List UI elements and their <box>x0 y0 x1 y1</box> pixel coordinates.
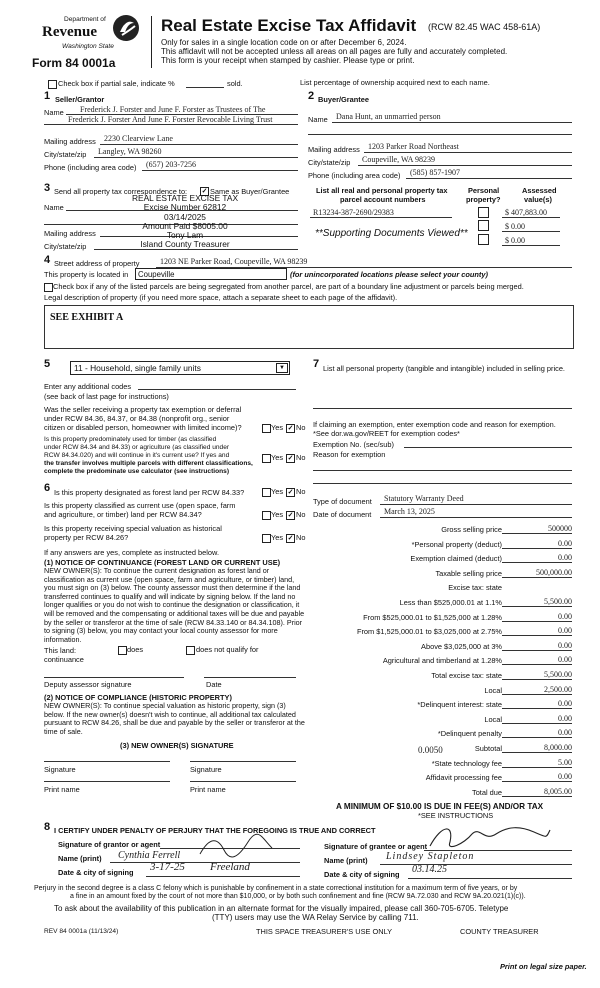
exemption-instructions: If claiming an exemption, enter exemption code and reason for exemption. *See dor.wa.gov/REET for exemption codes* <box>313 420 556 438</box>
historic-q-line2: property per RCW 84.26? <box>44 533 129 542</box>
legal-size-note: Print on legal size paper. <box>500 962 587 971</box>
grantee-name[interactable]: Lindsey Stapleton <box>386 851 475 862</box>
personal-header: Personal <box>468 186 500 195</box>
deputy-sig-line <box>44 677 184 678</box>
calc-leader <box>502 737 572 738</box>
location-value: Coupeville <box>138 270 175 279</box>
additional-codes-line <box>138 389 296 390</box>
see-instructions-note: *SEE INSTRUCTIONS <box>418 811 494 820</box>
current-use-yes-checkbox[interactable] <box>262 511 271 520</box>
calc-label: Taxable selling price <box>435 568 502 578</box>
calc-label: *Delinquent interest: state <box>417 700 502 710</box>
historic-q-line1: Is this property receiving special valuation as historical <box>44 524 222 533</box>
calc-label: Local <box>484 685 502 695</box>
buyer-name[interactable]: Dana Hunt, an unmarried person <box>336 112 441 121</box>
land-use-select[interactable] <box>70 361 290 375</box>
buyer-mailing-label: Mailing address <box>308 145 360 154</box>
legal-description-text: SEE EXHIBIT A <box>50 312 124 323</box>
section-1-number: 1 <box>44 90 51 102</box>
exemption-no-checkbox[interactable]: ✓ <box>287 425 294 432</box>
does-label: does <box>127 645 144 654</box>
forest-no-text: No <box>296 487 306 496</box>
seller-name-2[interactable]: Frederick J. Forster And June F. Forster Revocable Living Trust <box>68 115 273 124</box>
deputy-sig-label: Deputy assessor signature <box>44 680 132 689</box>
personal-property-checkbox-2[interactable] <box>478 220 489 231</box>
grantor-signature-mark <box>196 832 276 860</box>
doc-date-line <box>380 517 572 518</box>
section-6-number: 6 <box>44 482 51 494</box>
doc-type-value[interactable]: Statutory Warranty Deed <box>384 494 464 503</box>
calc-leader <box>502 723 572 724</box>
section-4-number: 4 <box>44 254 51 266</box>
sold-label: sold. <box>227 79 243 88</box>
current-use-no-text: No <box>296 510 306 519</box>
deputy-date-label: Date <box>206 680 222 689</box>
assessed-value-3[interactable]: $ 0.00 <box>505 236 525 245</box>
exemption-reason-line-2 <box>313 483 572 484</box>
current-use-q-line1: Is this property classified as current use (open space, farm <box>44 501 236 510</box>
calc-value[interactable]: 8,000.00 <box>544 743 572 752</box>
doc-date-label: Date of document <box>313 510 372 519</box>
header-divider <box>151 16 152 68</box>
calc-label: Affidavit processing fee <box>425 773 502 783</box>
seller-mailing-line <box>100 144 298 145</box>
calc-value[interactable]: 0.00 <box>558 626 572 636</box>
buyer-name-label: Name <box>308 115 328 124</box>
stamp-line-5: Tony Lam <box>166 230 204 241</box>
deputy-date-line <box>204 677 296 678</box>
buyer-name-line-2 <box>308 134 572 135</box>
personal-property-label: List all personal property (tangible and intangible) included in selling price. <box>323 364 565 373</box>
exemption-q-line2: under RCW 84.36, 84.37, or 84.38 (nonprofit org., senior <box>44 414 230 423</box>
legal-desc-label: Legal description of property (if you need more space, attach a separate sheet to each page of the affidavit). <box>44 293 398 302</box>
tax-corr-mailing-label: Mailing address <box>44 229 96 238</box>
calc-value[interactable]: 0.00 <box>558 640 572 650</box>
calc-value[interactable]: 0.00 <box>558 553 572 563</box>
excise-stamp <box>110 194 260 250</box>
revision-label: REV 84 0001a (11/13/24) <box>44 928 119 935</box>
grantee-date[interactable]: 03.14.25 <box>412 864 447 875</box>
additional-codes-note: (see back of last page for instructions) <box>44 392 169 401</box>
owner-sig-line-1 <box>44 761 170 762</box>
buyer-mailing-line <box>364 152 572 153</box>
notice-1-body: NEW OWNER(S): To continue the current designation as forest land or classification as current use (open space, farm and agriculture, or timber) land, you must sign on (3) below. The county assessor must then determine if the land transferred continues to qualify and will indicate by signing below. If the land no longer qualifies or you do not wish to continue the designation or classification, it will be removed and the compensating or additional taxes will be due and payable by the seller or transferor at the time of sale (RCW 84.33.140 or 84.34.108). Prior to signing (3) below, you may contact your local county assessor for more information. <box>44 566 305 644</box>
seller-name-1[interactable]: Frederick J. Forster and June F. Forster as Trustees of The <box>80 105 266 114</box>
grantee-signature-mark <box>424 820 554 854</box>
seller-city-line <box>94 157 298 158</box>
tax-corr-city-label: City/state/zip <box>44 242 87 251</box>
partial-sale-label: Check box if partial sale, indicate % <box>58 79 175 88</box>
calc-value[interactable]: 0.00 <box>558 538 572 548</box>
forest-no-checkbox[interactable]: ✓ <box>287 489 294 496</box>
form-rcw: (RCW 82.45 WAC 458-61A) <box>428 22 541 32</box>
local-rate-value[interactable]: 0.0050 <box>418 745 443 755</box>
timber-q-line4: the transfer involves multiple parcels with different classifications, <box>44 460 253 467</box>
located-label: This property is located in <box>44 270 129 279</box>
partial-sale-checkbox[interactable] <box>48 80 57 89</box>
seller-mailing[interactable]: 2230 Clearview Lane <box>104 134 173 143</box>
calc-leader <box>502 548 572 549</box>
grantee-name-label: Name (print) <box>324 856 368 865</box>
perjury-line-2: a fine in an amount fixed by the court of not more than $10,000, or by both such confinement and fine (RCW 9A.72.030 and RCW 9A.20.021(1)(c)). <box>70 893 526 900</box>
seller-phone-line <box>142 170 298 171</box>
seller-name-line <box>66 114 298 115</box>
dept-label: Department of <box>64 16 106 23</box>
revenue-label: Revenue <box>42 24 97 40</box>
buyer-heading: Buyer/Grantee <box>318 95 369 104</box>
street-label: Street address of property <box>54 259 140 268</box>
county-treasurer-label: COUNTY TREASURER <box>460 927 539 936</box>
grantor-name-line <box>110 862 300 863</box>
exemption-no-label: Exemption No. (sec/sub) <box>313 440 394 449</box>
does-not-qualify-checkbox[interactable] <box>186 646 195 655</box>
calc-leader <box>502 650 572 651</box>
buyer-city[interactable]: Coupeville, WA 98239 <box>362 155 435 164</box>
timber-yes-label: Yes <box>271 453 284 462</box>
values-header: value(s) <box>524 195 552 204</box>
buyer-phone-line <box>406 178 572 179</box>
timber-q-line5: complete the predominate use calculator (see instructions) <box>44 468 230 475</box>
stamp-line-4: Amount Paid $8005.00 <box>142 220 228 231</box>
certify-statement: I CERTIFY UNDER PENALTY OF PERJURY THAT THE FOREGOING IS TRUE AND CORRECT <box>54 826 376 835</box>
buyer-city-label: City/state/zip <box>308 158 351 167</box>
alt-format-line-2: (TTY) users may use the WA Relay Service by calling 711. <box>212 913 419 922</box>
buyer-name-line <box>332 122 572 123</box>
stamp-line-3: 03/14/2025 <box>164 211 206 222</box>
form-number: Form 84 0001a <box>32 56 116 70</box>
seller-city-label: City/state/zip <box>44 150 87 159</box>
calc-leader <box>502 708 572 709</box>
notice-2-title: (2) NOTICE OF COMPLIANCE (HISTORIC PROPERTY) <box>44 693 232 702</box>
section-7-number: 7 <box>313 358 320 370</box>
owner-sig-label-1: Signature <box>44 765 76 774</box>
header-line-1: Only for sales in a single location code on or after December 6, 2024. <box>161 38 407 47</box>
grantee-name-line <box>380 864 572 865</box>
calc-leader <box>502 664 572 665</box>
does-qualify-checkbox[interactable] <box>118 646 127 655</box>
exemption-no-line <box>404 447 572 448</box>
alt-format-line-1: To ask about the availability of this publication in an alternate format for the visually impaired, please call 360-705-6705. Teletype <box>54 904 509 913</box>
current-use-yes-text: Yes <box>271 510 284 519</box>
header-line-2: This affidavit will not be accepted unless all areas on all pages are fully and accurately completed. <box>161 47 508 56</box>
forest-yes-checkbox[interactable] <box>262 488 271 497</box>
grantor-name-label: Name (print) <box>58 854 102 863</box>
calc-leader <box>502 694 572 695</box>
calc-label: Agricultural and timberland at 1.28% <box>382 656 502 666</box>
parcels-header-1: List all real and personal property tax <box>316 186 448 195</box>
calc-value[interactable]: 5.00 <box>558 757 572 767</box>
this-land-label: This land: <box>44 646 77 655</box>
tax-corr-label: Send all property tax correspondence to: <box>54 187 188 196</box>
notice-2-body: NEW OWNER(S): To continue special valuation as historic property, sign (3) below. If the new owner(s) doesn't wish to continue, all additional tax calculated pursuant to RCW 84.26, shall be due and payable by the seller or transferor at the time of sale. <box>44 701 305 736</box>
owner-print-line-1 <box>44 781 170 782</box>
timber-yes-checkbox[interactable] <box>262 454 271 463</box>
calc-label: From $525,000.01 to $1,525,000 at 1.28% <box>363 612 502 622</box>
timber-q-line2: under RCW 84.34 and 84.33) or agriculture (as classified under <box>44 444 230 451</box>
exemption-no-label: No <box>296 423 306 432</box>
section-8-number: 8 <box>44 821 51 833</box>
timber-q-line1: Is this property predominately used for timber (as classified <box>44 436 217 443</box>
doc-type-label: Type of document <box>313 497 372 506</box>
continuance-label: continuance <box>44 655 84 664</box>
calc-label: Total excise tax: state <box>431 671 502 680</box>
calc-leader <box>502 606 572 607</box>
stamp-line-2: Excise Number 62812 <box>143 202 227 213</box>
segregated-checkbox[interactable] <box>44 283 53 292</box>
notice-3-title: (3) NEW OWNER(S) SIGNATURE <box>120 741 234 750</box>
timber-q-line3: RCW 84.34.020) and will continue in it's current use? If yes and <box>44 452 230 459</box>
calc-leader <box>502 796 572 797</box>
calc-value[interactable]: 0.00 <box>558 611 572 621</box>
assessed-header: Assessed <box>522 186 557 195</box>
current-use-q-line2: and agriculture, or timber) land per RCW 84.34? <box>44 510 202 519</box>
unincorporated-note: (for unincorporated locations please select your county) <box>290 270 488 279</box>
calc-label: Subtotal <box>474 744 502 753</box>
exemption-q-line1: Was the seller receiving a property tax exemption or deferral <box>44 405 242 414</box>
minimum-note: A MINIMUM OF $10.00 IS DUE IN FEE(S) AND/OR TAX <box>336 802 544 811</box>
calc-label: From $1,525,000.01 to $3,025,000 at 2.75% <box>356 627 502 637</box>
seller-phone-label: Phone (including area code) <box>44 163 137 172</box>
calc-leader <box>502 533 572 534</box>
buyer-phone[interactable]: (585) 857-1907 <box>410 168 460 177</box>
assessed-line-1 <box>502 217 560 218</box>
current-use-no-checkbox[interactable]: ✓ <box>287 512 294 519</box>
exemption-q-line3: citizen or disabled person, homeowner with limited income)? <box>44 423 242 432</box>
grantor-date[interactable]: 3-17-25 <box>150 861 185 873</box>
calc-leader <box>502 562 572 563</box>
calc-label: Exemption claimed (deduct) <box>410 554 502 564</box>
assessed-value-2[interactable]: $ 0.00 <box>505 222 525 231</box>
grantee-date-label: Date & city of signing <box>324 870 400 879</box>
calc-value[interactable]: 0.00 <box>558 728 572 738</box>
calc-leader <box>502 679 572 680</box>
calc-value[interactable]: 0.00 <box>558 772 572 782</box>
seller-name-label: Name <box>44 108 64 117</box>
timber-no-label: No <box>296 453 306 462</box>
doc-date-value[interactable]: March 13, 2025 <box>384 507 435 516</box>
seller-name-line-2 <box>44 124 298 125</box>
calc-label: *State technology fee <box>431 758 502 768</box>
owner-print-label-1: Print name <box>44 785 80 794</box>
parcel-number-1[interactable]: R13234-387-2690/29383 <box>313 208 394 217</box>
calc-value[interactable]: 500,000.00 <box>536 567 572 577</box>
calc-leader <box>502 781 572 782</box>
same-as-buyer-checkbox[interactable]: ✓ <box>201 188 208 195</box>
owner-sig-label-2: Signature <box>190 765 222 774</box>
calc-leader <box>502 621 572 622</box>
buyer-city-line <box>358 165 572 166</box>
calc-value[interactable]: 5,500.00 <box>544 670 572 679</box>
owner-sig-line-2 <box>190 761 296 762</box>
calc-value[interactable]: 0.00 <box>558 713 572 723</box>
revenue-swirl-icon <box>112 14 140 42</box>
calc-label: Gross selling price <box>441 525 502 534</box>
section-3-number: 3 <box>44 182 51 194</box>
parcels-header-2: parcel account numbers <box>340 195 426 204</box>
calc-value[interactable]: 0.00 <box>558 699 572 709</box>
calc-leader <box>502 767 572 768</box>
buyer-phone-label: Phone (including area code) <box>308 171 401 180</box>
calc-label: *Personal property (deduct) <box>411 539 502 549</box>
calc-value[interactable]: 500000 <box>548 524 572 533</box>
calc-label: Excise tax: state <box>448 583 502 593</box>
land-use-dropdown-button[interactable]: ▼ <box>276 363 288 373</box>
calc-label: Above $3,025,000 at 3% <box>421 641 502 651</box>
assessed-line-3 <box>502 245 560 246</box>
if-yes-note: If any answers are yes, complete as instructed below. <box>44 548 219 557</box>
grantor-name[interactable]: Cynthia Ferrell <box>118 850 181 861</box>
perjury-line-1: Perjury in the second degree is a class C felony which is punishable by confinement in a state correctional institution for a maximum term of five years, or by <box>34 885 518 892</box>
forest-yes-text: Yes <box>271 487 284 496</box>
calc-leader <box>502 752 572 753</box>
calc-value[interactable]: 0.00 <box>558 655 572 665</box>
calc-label: Less than $525,000.01 at 1.1% <box>399 598 502 607</box>
exemption-yes-checkbox[interactable] <box>262 424 271 433</box>
historic-yes-checkbox[interactable] <box>262 534 271 543</box>
tax-corr-name-label: Name <box>44 203 64 212</box>
owner-print-line-2 <box>190 781 296 782</box>
property-header: property? <box>466 195 501 204</box>
grantee-date-line <box>408 878 572 879</box>
partial-percent-field[interactable] <box>186 87 224 88</box>
ownership-note: List percentage of ownership acquired next to each name. <box>300 78 490 87</box>
buyer-mailing[interactable]: 1203 Parker Road Northeast <box>368 142 459 151</box>
location-select[interactable] <box>135 268 287 280</box>
exemption-reason-label: Reason for exemption <box>313 450 386 459</box>
stamp-line-1: REAL ESTATE EXCISE TAX <box>131 193 239 203</box>
does-not-label: does not qualify for <box>196 645 259 654</box>
notice-1-title: (1) NOTICE OF CONTINUANCE (FOREST LAND OR CURRENT USE) <box>44 558 281 567</box>
same-as-buyer-label: Same as Buyer/Grantee <box>210 187 290 196</box>
grantor-date-label: Date & city of signing <box>58 868 134 877</box>
form-title: Real Estate Excise Tax Affidavit <box>161 16 417 35</box>
forest-q: Is this property designated as forest land per RCW 84.33? <box>54 488 245 497</box>
calc-value[interactable]: 5,500.00 <box>544 597 572 606</box>
doc-type-line <box>380 504 572 505</box>
grantor-date-line <box>146 876 300 877</box>
personal-property-checkbox-3[interactable] <box>478 234 489 245</box>
seller-mailing-label: Mailing address <box>44 137 96 146</box>
personal-property-line-1 <box>313 408 572 409</box>
timber-no-checkbox[interactable]: ✓ <box>287 455 294 462</box>
segregated-label: Check box if any of the listed parcels are being segregated from another parcel, are part of a boundary line adjustment or parcels being merged. <box>53 282 524 291</box>
land-use-value: 11 - Household, single family units <box>74 363 201 373</box>
historic-no-checkbox[interactable]: ✓ <box>287 535 294 542</box>
seller-city[interactable]: Langley, WA 98260 <box>98 147 162 156</box>
seller-phone[interactable]: (657) 203-7256 <box>146 160 196 169</box>
treasurer-only-label: THIS SPACE TREASURER'S USE ONLY <box>256 927 393 936</box>
grantor-sig-label: Signature of grantor or agent <box>58 840 161 849</box>
historic-yes-text: Yes <box>271 533 284 542</box>
calc-label: Local <box>484 714 502 724</box>
calc-leader <box>502 635 572 636</box>
historic-no-text: No <box>296 533 306 542</box>
section-2-number: 2 <box>308 90 315 102</box>
exemption-yes-label: Yes <box>271 423 284 432</box>
assessed-value-1[interactable]: $ 407,883.00 <box>505 208 547 217</box>
personal-property-checkbox-1[interactable] <box>478 207 489 218</box>
section-5-number: 5 <box>44 358 51 370</box>
parcel-line-1 <box>310 217 452 218</box>
calc-value[interactable]: 2,500.00 <box>544 684 572 694</box>
additional-codes-label: Enter any additional codes <box>44 382 132 391</box>
calc-label: Total due <box>472 787 502 797</box>
street-address[interactable]: 1203 NE Parker Road, Coupeville, WA 98239 <box>160 257 308 266</box>
state-label: Washington State <box>62 43 114 50</box>
owner-print-label-2: Print name <box>190 785 226 794</box>
header-line-3: This form is your receipt when stamped by cashier. Please type or print. <box>161 56 415 65</box>
calc-value[interactable]: 8,005.00 <box>544 786 572 796</box>
assessed-line-2 <box>502 231 560 232</box>
grantee-sig-label: Signature of grantee or agent <box>324 842 428 851</box>
grantor-city[interactable]: Freeland <box>210 861 250 873</box>
calc-label: *Delinquent penalty <box>437 729 502 739</box>
exemption-reason-line-1 <box>313 470 572 471</box>
seller-heading: Seller/Grantor <box>55 95 105 104</box>
calc-leader <box>502 577 572 578</box>
supporting-docs-note: **Supporting Documents Viewed** <box>315 228 468 239</box>
legal-description-box[interactable] <box>44 305 574 349</box>
stamp-line-6: Island County Treasurer <box>140 239 230 250</box>
